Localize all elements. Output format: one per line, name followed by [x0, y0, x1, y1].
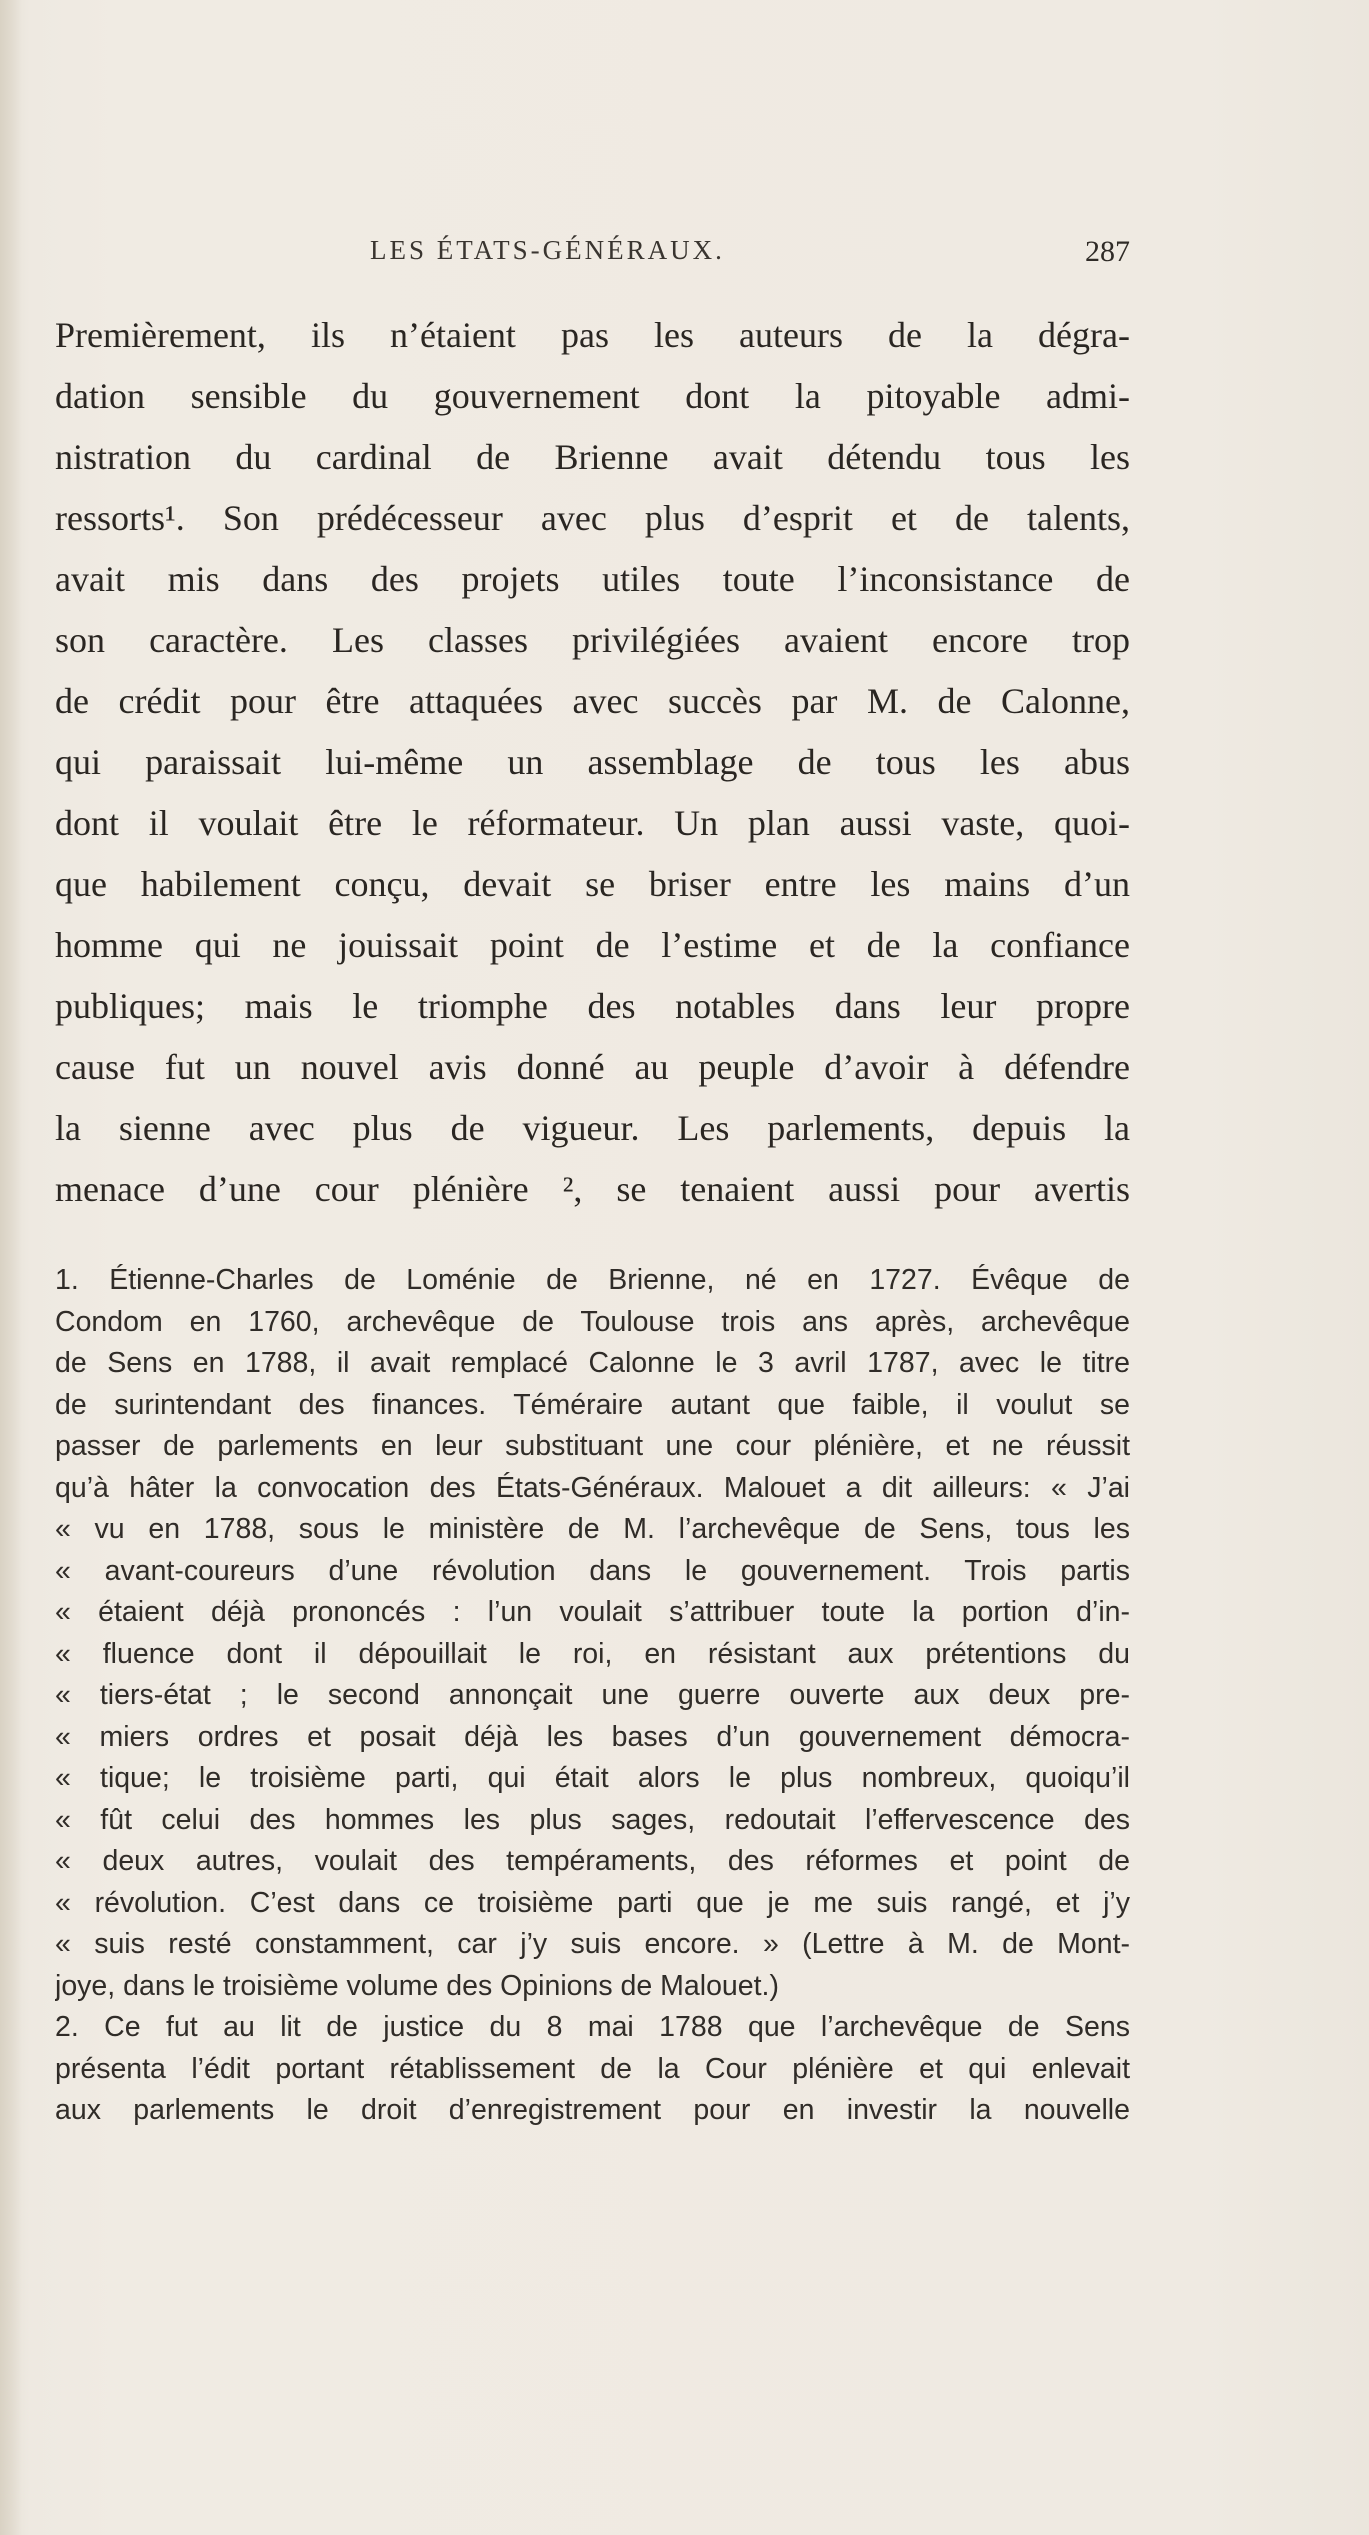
footnote-line: « miers ordres et posait déjà les bases d’un gouvernement démocra- — [55, 1720, 1130, 1753]
text-line: avait mis dans des projets utiles toute l’inconsistance de — [55, 559, 1130, 599]
footnote-line: de surintendant des finances. Téméraire autant que faible, il voulut se — [55, 1388, 1130, 1421]
text-line: Premièrement, ils n’étaient pas les auteurs de la dégra- — [55, 315, 1130, 355]
page-header — [55, 235, 1130, 275]
footnote-line: « fluence dont il dépouillait le roi, en résistant aux prétentions du — [55, 1637, 1130, 1670]
footnote-line: aux parlements le droit d’enregistrement pour en investir la nouvelle — [55, 2094, 1130, 2126]
footnote-line: « étaient déjà prononcés : l’un voulait s’attribuer toute la portion d’in- — [55, 1596, 1130, 1628]
footnote-line: « révolution. C’est dans ce troisième parti que je me suis rangé, et j’y — [55, 1886, 1130, 1919]
text-line: que habilement conçu, devait se briser entre les mains d’un — [55, 864, 1130, 904]
page-number: 287 — [1085, 235, 1130, 268]
text-line: qui paraissait lui-même un assemblage de tous les abus — [55, 742, 1130, 782]
text-line: dation sensible du gouvernement dont la pitoyable admi- — [55, 376, 1130, 416]
text-line: la sienne avec plus de vigueur. Les parlements, depuis la — [55, 1108, 1130, 1148]
main-text — [55, 305, 1130, 1220]
footnote-line: présenta l’édit portant rétablissement de la Cour plénière et qui enlevait — [55, 2052, 1130, 2085]
footnote-line: passer de parlements en leur substituant une cour plénière, et ne réussit — [55, 1430, 1130, 1462]
footnote-line: « avant-coureurs d’une révolution dans le gouvernement. Trois partis — [55, 1554, 1130, 1587]
footnote-line: 1. Étienne-Charles de Loménie de Brienne, né en 1727. Évêque de — [55, 1264, 1130, 1296]
footnote-line: Condom en 1760, archevêque de Toulouse trois ans après, archevêque — [55, 1305, 1130, 1338]
footnote-line: « vu en 1788, sous le ministère de M. l’archevêque de Sens, tous les — [55, 1513, 1130, 1545]
footnote-line: de Sens en 1788, il avait remplacé Calonne le 3 avril 1787, avec le titre — [55, 1347, 1130, 1379]
footnote-line: qu’à hâter la convocation des États-Généraux. Malouet a dit ailleurs: « J’ai — [55, 1471, 1130, 1504]
text-line: ressorts¹. Son prédécesseur avec plus d’esprit et de talents, — [55, 498, 1130, 538]
footnote-line: « suis resté constamment, car j’y suis encore. » (Lettre à M. de Mont- — [55, 1928, 1130, 1960]
footnotes — [55, 1260, 1130, 2132]
text-line: cause fut un nouvel avis donné au peuple d’avoir à défendre — [55, 1047, 1130, 1087]
footnote-line: « tiers-état ; le second annonçait une guerre ouverte aux deux pre- — [55, 1679, 1130, 1711]
text-line: nistration du cardinal de Brienne avait détendu tous les — [55, 437, 1130, 477]
footnote-line: joye, dans le troisième volume des Opinions de Malouet.) — [55, 1969, 779, 2002]
text-line: son caractère. Les classes privilégiées avaient encore trop — [55, 620, 1130, 660]
text-line: dont il voulait être le réformateur. Un plan aussi vaste, quoi- — [55, 803, 1130, 843]
footnote-line: 2. Ce fut au lit de justice du 8 mai 1788 que l’archevêque de Sens — [55, 2011, 1130, 2043]
footnote-line: « deux autres, voulait des tempéraments, des réformes et point de — [55, 1845, 1130, 1877]
running-head: LES ÉTATS-GÉNÉRAUX. — [370, 235, 725, 265]
page-gutter-shadow — [0, 0, 22, 2535]
footnote-line: « tique; le troisième parti, qui était alors le plus nombreux, quoiqu’il — [55, 1762, 1130, 1794]
text-line: menace d’une cour plénière ², se tenaient aussi pour avertis — [55, 1169, 1130, 1209]
footnote-line: « fût celui des hommes les plus sages, redoutait l’effervescence des — [55, 1803, 1130, 1836]
text-line: de crédit pour être attaquées avec succès par M. de Calonne, — [55, 681, 1130, 721]
text-line: publiques; mais le triomphe des notables dans leur propre — [55, 986, 1130, 1026]
text-line: homme qui ne jouissait point de l’estime et de la confiance — [55, 925, 1130, 965]
